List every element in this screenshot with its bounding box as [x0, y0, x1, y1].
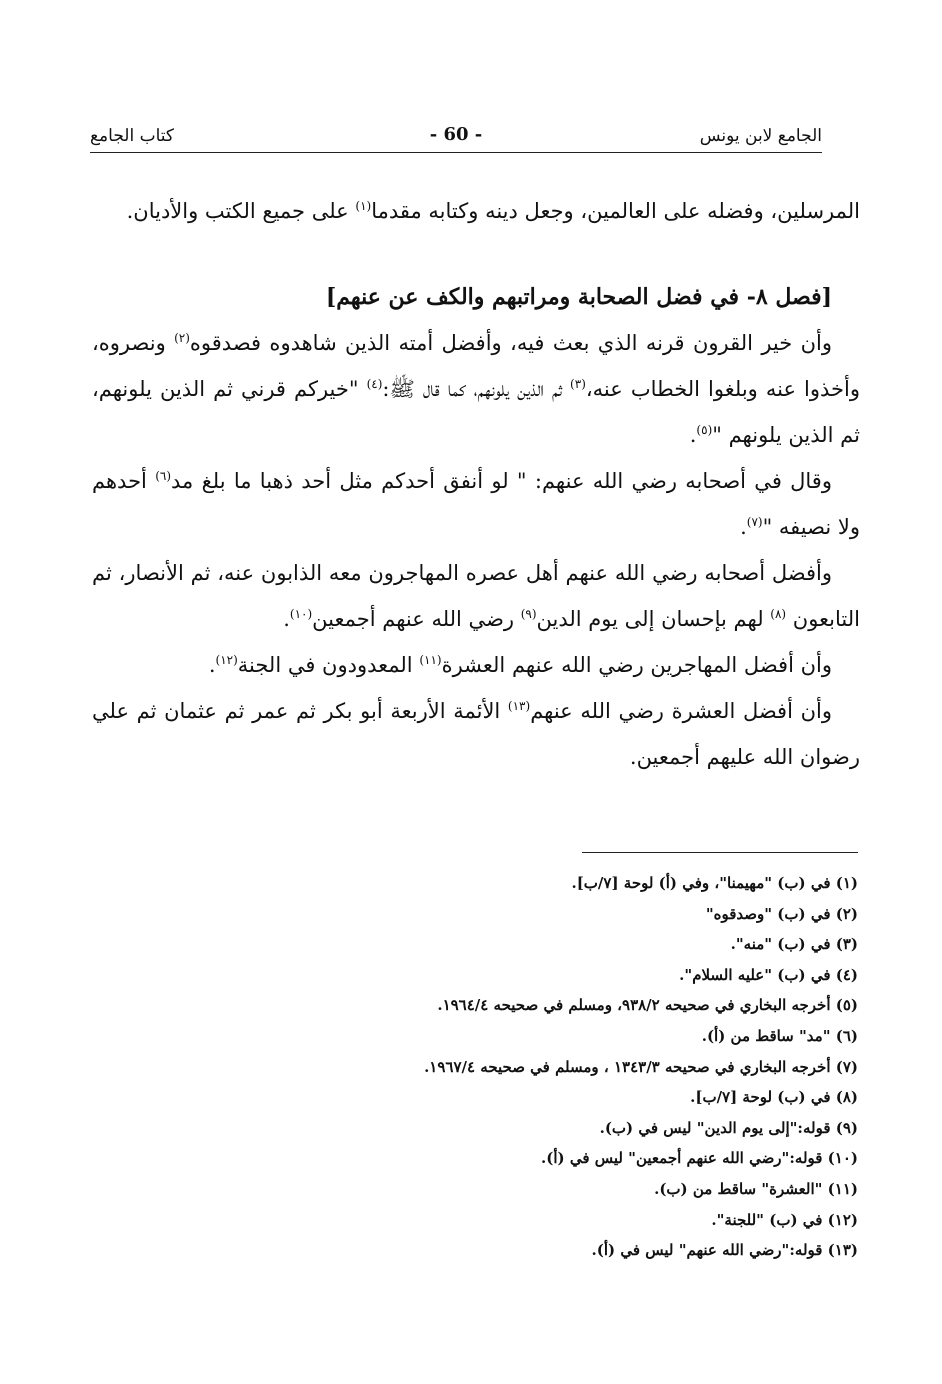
- footnote-3: (٣) في (ب) "منه".: [730, 935, 858, 954]
- footnote-ref: (٢): [174, 331, 190, 345]
- section-heading: [فصل ٨- في فضل الصحابة ومراتبهم والكف عن عنهم]: [325, 284, 832, 310]
- paragraph-4: [92, 550, 860, 642]
- text-run: وأفضل أصحابه رضي الله عنهم أهل عصره المهاجرون معه الذابون عنه، ثم الأنصار، ثم التابعون: [92, 561, 860, 631]
- footnote-ref: (١٢): [215, 653, 238, 667]
- footnote-5: (٥) أخرجه البخاري في صحيحه ٩٣٨/٢، ومسلم في صحيحه ١٩٦٤/٤.: [437, 996, 858, 1015]
- text-run: وأن خير القرون قرنه الذي بعث فيه، وأفضل أمته الذين شاهدوه فصدقوه: [189, 331, 832, 355]
- footnote-13: (١٣) قوله:"رضي الله عنهم" ليس في (أ).: [591, 1241, 858, 1260]
- text-run: لهم بإحسان إلى يوم الدين: [536, 607, 771, 631]
- text-run: المعدودون في الجنة: [237, 653, 420, 677]
- text-run: .: [208, 653, 216, 677]
- chapter-title: كتاب الجامع: [90, 126, 175, 146]
- text-run: أحدهم ولا نصيفه ": [92, 469, 860, 539]
- paragraph-1: [92, 188, 860, 234]
- paragraph-6: [92, 688, 860, 780]
- footnote-ref: (٨): [770, 607, 787, 621]
- text-run: وأن أفضل المهاجرين رضي الله عنهم العشرة: [441, 653, 832, 677]
- footnote-ref: (٩): [520, 607, 537, 621]
- book-title: الجامع لابن يونس: [699, 126, 822, 146]
- page-number: - 60 -: [429, 124, 483, 145]
- text-run: على جميع الكتب والأديان.: [126, 199, 356, 223]
- text-run: رضي الله عنهم أجمعين: [312, 607, 521, 631]
- footnote-12: (١٢) في (ب) "للجنة".: [711, 1210, 858, 1229]
- footnote-11: (١١) "العشرة" ساقط من (ب).: [654, 1179, 858, 1198]
- footnote-7: (٧) أخرجه البخاري في صحيحه ١٣٤٣/٣ ، ومسلم في صحيحه ١٩٦٧/٤.: [424, 1057, 858, 1076]
- footnote-10: (١٠) قوله:"رضي الله عنهم أجمعين" ليس في (أ).: [541, 1149, 858, 1168]
- text-run: ثم الذين يلونهم، كما قال ﷺ:: [382, 377, 571, 401]
- footnote-ref: (١٠): [289, 607, 313, 621]
- text-run: المرسلين، وفضله على العالمين، وجعل دينه وكتابه مقدما: [371, 199, 860, 223]
- footnote-ref: (٤): [366, 377, 383, 391]
- footnote-6: (٦) "مد" ساقط من (أ).: [701, 1026, 858, 1045]
- footnote-ref: (١٣): [507, 699, 531, 713]
- footnote-ref: (١١): [419, 653, 442, 667]
- text-run: ونصروه، وأخذوا عنه وبلغوا الخطاب عنه،: [92, 331, 860, 401]
- text-run: .: [740, 515, 747, 539]
- footnote-2: (٢) في (ب) "وصدقوه": [705, 904, 858, 923]
- footnote-9: (٩) قوله:"إلى يوم الدين" ليس في (ب).: [599, 1118, 858, 1137]
- paragraph-3: [92, 458, 860, 550]
- footnotes: [258, 868, 858, 1266]
- footnote-ref: (٧): [746, 515, 763, 529]
- footnote-4: (٤) في (ب) "عليه السلام".: [679, 965, 858, 984]
- paragraph-2: [92, 320, 860, 458]
- footnote-divider: [582, 852, 858, 853]
- text-run: وأن أفضل العشرة رضي الله عنهم: [530, 699, 832, 723]
- text-run: وقال في أصحابه رضي الله عنهم: " لو أنفق أحدكم مثل أحد ذهبا ما بلغ مد: [171, 469, 832, 493]
- text-run: الأئمة الأربعة أبو بكر ثم عمر ثم عثمان ثم علي رضوان الله عليهم أجمعين.: [92, 699, 860, 769]
- footnote-1: (١) في (ب) "مهيمنا"، وفي (أ) لوحة [٧/ب].: [571, 874, 858, 892]
- text-run: "خيركم قرني ثم الذين يلونهم، ثم الذين يلونهم ": [92, 377, 860, 447]
- page-header: [90, 122, 822, 153]
- text-run: .: [689, 423, 697, 447]
- footnote-ref: (٦): [155, 469, 172, 483]
- footnote-8: (٨) في (ب) لوحة [٧/ب].: [690, 1088, 858, 1107]
- footnote-ref: (١): [355, 199, 372, 213]
- footnote-ref: (٣): [570, 377, 586, 391]
- main-text: [92, 188, 860, 780]
- footnote-ref: (٥): [696, 423, 713, 437]
- text-run: .: [283, 607, 290, 631]
- paragraph-5: [92, 642, 860, 688]
